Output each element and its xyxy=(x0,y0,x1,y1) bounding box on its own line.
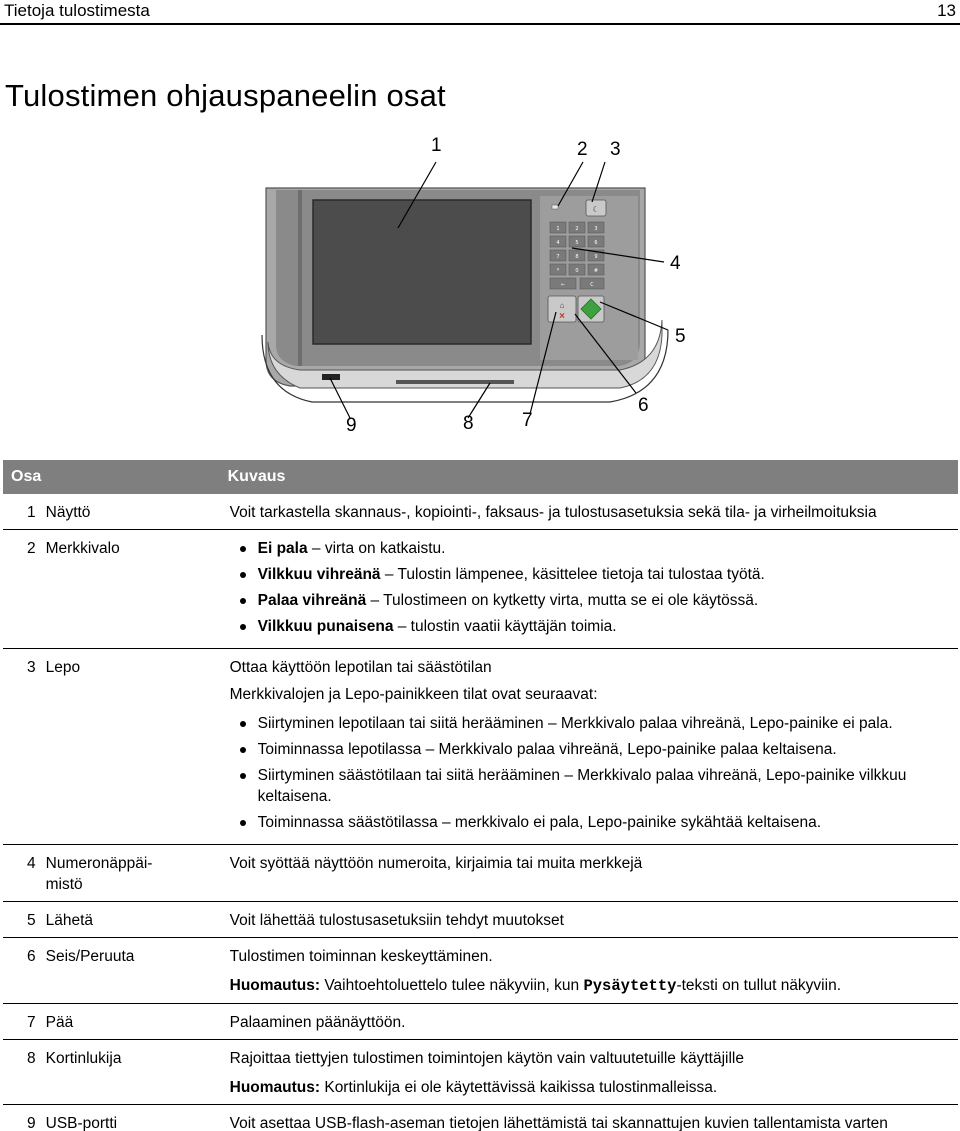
callout-9: 9 xyxy=(346,415,357,436)
status-list xyxy=(230,538,954,637)
description-line: Ottaa käyttöön lepotilan tai säästötilan xyxy=(229,659,492,676)
svg-text:2: 2 xyxy=(575,226,579,232)
section-title: Tietoja tulostimesta xyxy=(4,1,150,20)
part-number: 9 xyxy=(27,1115,36,1131)
page-title: Tulostimen ohjauspaneelin osat xyxy=(5,78,446,113)
svg-text:*: * xyxy=(556,268,560,274)
list-item xyxy=(230,616,954,637)
part-name-line: mistö xyxy=(45,876,83,893)
svg-text:←: ← xyxy=(560,282,566,288)
page-number: 13 xyxy=(937,1,956,20)
note xyxy=(230,975,954,997)
svg-text:6: 6 xyxy=(594,240,598,246)
svg-text:☾: ☾ xyxy=(592,205,600,214)
part-description xyxy=(220,1105,958,1131)
table-row xyxy=(3,902,958,938)
header-rule xyxy=(0,23,960,25)
svg-text:⌂: ⌂ xyxy=(559,301,565,310)
description-line: Voit lähettää tulostusasetuksiin tehdyt muutokset xyxy=(229,912,564,929)
part-description xyxy=(220,494,958,530)
part-description xyxy=(220,1040,958,1105)
callout-2: 2 xyxy=(577,139,588,160)
part-number: 7 xyxy=(27,1014,36,1031)
part-number: 1 xyxy=(27,504,36,521)
part-description xyxy=(220,938,958,1004)
callout-6: 6 xyxy=(638,395,649,416)
list-item xyxy=(230,564,954,585)
status-term: Vilkkuu punaisena xyxy=(257,618,394,635)
part-description xyxy=(220,649,958,845)
parts-table xyxy=(3,460,958,1131)
part-name: Merkkivalo xyxy=(45,540,120,557)
part-name: Pää xyxy=(45,1014,74,1031)
description-line: Rajoittaa tiettyjen tulostimen toimintojen käytön vain valtuutetuille käyttäjille xyxy=(229,1050,744,1067)
list-item: Siirtyminen lepotilaan tai siitä herääminen – Merkkivalo palaa vihreänä, Lepo-painike ei pala. xyxy=(230,713,954,734)
svg-text:0: 0 xyxy=(575,268,579,274)
control-panel-figure xyxy=(0,130,960,440)
part-number: 5 xyxy=(27,912,36,929)
table-row xyxy=(3,1040,958,1105)
svg-text:9: 9 xyxy=(594,254,598,260)
svg-text:C: C xyxy=(590,282,594,288)
note-label: Huomautus: xyxy=(229,1079,321,1096)
callout-8: 8 xyxy=(463,413,474,434)
status-text: – virta on katkaistu. xyxy=(307,540,446,557)
display-screen xyxy=(313,200,531,344)
list-item xyxy=(230,538,954,559)
part-name xyxy=(36,845,220,902)
header-part: Osa xyxy=(3,460,220,494)
part-description xyxy=(220,1004,958,1040)
part-name: USB-portti xyxy=(45,1115,118,1131)
header-description: Kuvaus xyxy=(220,460,958,494)
svg-text:#: # xyxy=(593,268,599,274)
part-number: 8 xyxy=(27,1050,36,1067)
description-line: Voit tarkastella skannaus-, kopiointi-, faksaus- ja tulostusasetuksia sekä tila- ja virheilmoituksia xyxy=(229,504,877,521)
part-name: Seis/Peruuta xyxy=(45,948,135,965)
table-row xyxy=(3,530,958,649)
part-name: Lähetä xyxy=(45,912,94,929)
description-line: Voit asettaa USB-flash-aseman tietojen lähettämistä tai skannattujen kuvien tallentamista varten xyxy=(229,1115,888,1131)
part-number: 3 xyxy=(27,659,36,676)
table-row xyxy=(3,938,958,1004)
note-text: Vaihtoehtoluettelo tulee näkyviin, kun xyxy=(320,977,584,994)
status-text: – Tulostimeen on kytketty virta, mutta se ei ole käytössä. xyxy=(366,592,759,609)
part-description xyxy=(220,845,958,902)
list-item: Siirtyminen säästötilaan tai siitä herääminen – Merkkivalo palaa vihreänä, Lepo-painike vilkkuu keltaisena. xyxy=(230,765,954,807)
part-name: Kortinlukija xyxy=(45,1050,122,1067)
indicator-light-icon xyxy=(552,205,558,209)
part-number: 4 xyxy=(27,855,36,872)
callout-5: 5 xyxy=(675,326,686,347)
status-text: – tulostin vaatii käyttäjän toimia. xyxy=(393,618,617,635)
table-row xyxy=(3,1004,958,1040)
status-term: Palaa vihreänä xyxy=(257,592,367,609)
note-code: Pysäytetty xyxy=(583,977,677,995)
callout-7: 7 xyxy=(522,410,533,431)
part-name-line: Numeronäppäi- xyxy=(45,855,153,872)
status-term: Vilkkuu vihreänä xyxy=(257,566,381,583)
description-line: Tulostimen toiminnan keskeyttäminen. xyxy=(229,948,493,965)
table-row xyxy=(3,649,958,845)
list-item: Toiminnassa lepotilassa – Merkkivalo palaa vihreänä, Lepo-painike palaa keltaisena. xyxy=(230,739,954,760)
svg-text:4: 4 xyxy=(556,240,560,246)
part-description xyxy=(220,530,958,649)
svg-text:5: 5 xyxy=(575,240,579,246)
callout-3: 3 xyxy=(610,139,621,160)
svg-text:1: 1 xyxy=(556,226,560,232)
table-row xyxy=(3,845,958,902)
status-text: – Tulostin lämpenee, käsittelee tietoja tai tulostaa työtä. xyxy=(380,566,765,583)
part-number: 6 xyxy=(27,948,36,965)
svg-text:3: 3 xyxy=(594,226,598,232)
status-term: Ei pala xyxy=(257,540,308,557)
sleep-state-list xyxy=(230,713,954,833)
note-text: Kortinlukija ei ole käytettävissä kaikissa tulostinmalleissa. xyxy=(320,1079,718,1096)
list-item: Toiminnassa säästötilassa – merkkivalo ei pala, Lepo-painike sykähtää keltaisena. xyxy=(230,812,954,833)
part-name: Näyttö xyxy=(45,504,91,521)
list-item xyxy=(230,590,954,611)
callout-1: 1 xyxy=(431,135,442,156)
description-line: Voit syöttää näyttöön numeroita, kirjaimia tai muita merkkejä xyxy=(229,855,643,872)
table-row xyxy=(3,494,958,530)
callout-4: 4 xyxy=(670,253,681,274)
card-reader-slot-icon xyxy=(396,380,514,384)
svg-text:7: 7 xyxy=(556,254,560,260)
table-header-row xyxy=(3,460,958,494)
description-line: Merkkivalojen ja Lepo-painikkeen tilat ovat seuraavat: xyxy=(229,686,598,703)
part-name: Lepo xyxy=(45,659,81,676)
part-description xyxy=(220,902,958,938)
svg-text:8: 8 xyxy=(575,254,579,260)
running-header xyxy=(0,0,960,26)
note-label: Huomautus: xyxy=(229,977,321,994)
table-row xyxy=(3,1105,958,1131)
note xyxy=(230,1077,954,1098)
svg-text:×: × xyxy=(559,311,565,322)
description-line: Palaaminen päänäyttöön. xyxy=(229,1014,406,1031)
control-panel-illustration xyxy=(0,130,960,440)
note-text: -teksti on tullut näkyviin. xyxy=(676,977,841,994)
part-number: 2 xyxy=(27,540,36,557)
